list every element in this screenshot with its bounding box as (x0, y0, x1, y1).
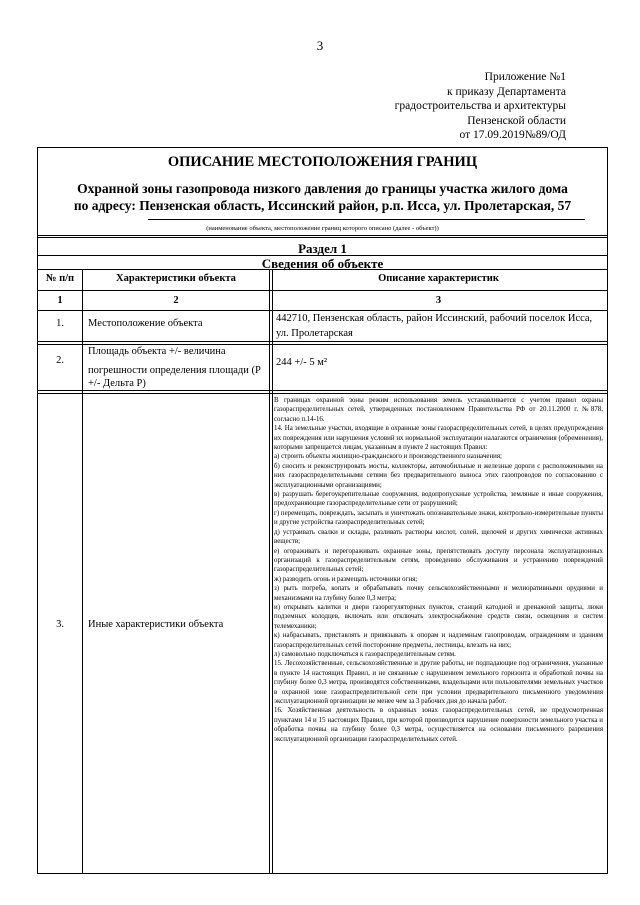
divider (38, 341, 607, 342)
appendix-line: Пензенской области (467, 114, 566, 127)
rule-paragraph: 16. Хозяйственная деятельность в охранных зонах газораспределительных сетей, не предусмотренная пунктами 14 и 15 настоящих Правил, при которой производится нарушение поверхности земельного участка и обработка почвы на глубину более 0,3 метра, осуществляется на основании письменного разрешения эксплуатационной организации газораспределительных сетей. (274, 707, 603, 743)
rule-paragraph: л) самовольно подключаться к газораспределительным сетям. (274, 650, 456, 658)
appendix-line: Приложение №1 (484, 71, 566, 83)
document-frame (37, 147, 608, 874)
rule-paragraph: ж) разводить огонь и размещать источники огня; (274, 575, 418, 583)
page-number: 3 (316, 38, 324, 53)
rule-paragraph: 14. На земельные участки, входящие в охранные зоны газораспределительных сетей, в целях предупреждения их повреждения или нарушения условий их нормальной эксплуатации налагаются ограничения (обременения), которыми запрещается лицам, указанным в пункте 2 настоящих Правил: (274, 425, 603, 452)
column-header-description: Описание характеристик (378, 273, 499, 284)
rule-paragraph: а) строить объекты жилищно-гражданского и производственного назначения; (274, 453, 502, 461)
row-characteristic: Местоположение объекта (88, 318, 203, 329)
rule-paragraph: в) разрушать берегоукрепительные сооружения, водопропускные устройства, земляные и иные сооружения, предохраняющие газораспределительные сети от разрушений; (274, 491, 603, 508)
column-divider (269, 269, 270, 873)
column-number: 1 (57, 295, 63, 306)
row-description-rules (274, 396, 603, 744)
divider (38, 390, 607, 391)
divider (38, 290, 607, 291)
rule-paragraph: д) устраивать свалки и склады, разливать растворы кислот, солей, щелочей и других химически активных веществ; (274, 528, 603, 546)
row-number: 1. (56, 318, 64, 329)
subtitle-underline (148, 219, 585, 220)
row-characteristic-line: Площадь объекта +/- величина (88, 346, 226, 357)
subtitle-line: Охранной зоны газопровода низкого давления до границы участка жилого дома (77, 181, 568, 196)
row-description: 244 +/- 5 м² (276, 357, 328, 368)
rule-paragraph: з) рыть погреба, копать и обрабатывать почву сельскохозяйственными и мелиоративными орудиями и механизмами на глубину более 0,3 метра; (274, 585, 603, 602)
row-characteristic: Иные характеристики объекта (88, 619, 224, 630)
divider (38, 235, 607, 236)
appendix-line: к приказу Департамента (447, 85, 566, 98)
column-header-characteristic: Характеристики объекта (116, 273, 236, 284)
object-note: (наименование объекта, местоположение границ которого описано (далее - объект)) (206, 225, 439, 232)
document-title: ОПИСАНИЕ МЕСТОПОЛОЖЕНИЯ ГРАНИЦ (167, 154, 478, 170)
row-number: 2. (56, 355, 64, 366)
column-number: 3 (435, 295, 442, 306)
appendix-line: градостроительства и архитектуры (394, 100, 566, 112)
rule-paragraph: е) огораживать и перегораживать охранные зоны, препятствовать доступу персонала эксплуатационных организаций к газораспределительным сетям, проведению обслуживания и устранению повреждений газораспределительных сетей; (274, 547, 603, 574)
rule-paragraph: В границах охранной зоны режим использования земель устанавливается с учетом правил охраны газораспределительных сетей, утвержденных постановлением Правительства РФ от 20.11.2000 г. №878, согласно п.14-16. (274, 397, 603, 423)
row-characteristic-line: погрешности определения площади (Р +/- Дельта Р) (88, 365, 261, 389)
document-subtitle (58, 180, 587, 214)
column-divider (272, 269, 273, 873)
appendix-block (395, 70, 566, 143)
row-number: 3. (56, 619, 64, 630)
column-header-num: № п/п (45, 273, 75, 284)
divider (38, 237, 607, 238)
divider (38, 269, 607, 270)
rule-paragraph: к) набрасывать, приставлять и привязывать к опорам и надземным газопроводам, ограждениям и зданиям газораспределительных сетей посторонние предметы, лестницы, влезать на них; (274, 632, 603, 649)
subtitle-line: по адресу: Пензенская область, Иссинский район, р.п. Исса, ул. Пролетарская, 57 (73, 198, 572, 213)
column-number: 2 (173, 295, 179, 306)
rule-paragraph: г) перемещать, повреждать, засыпать и уничтожать опознавательные знаки, контрольно-измерительные пункты и другие устройства газораспределительных сетей; (274, 509, 603, 527)
rule-paragraph: и) открывать калитки и двери газорегуляторных пунктов, станций катодной и дренажной защиты, люки подземных колодцев, включать или отключать электроснабжение средств связи, освещения и систем телемеханики; (274, 603, 603, 630)
divider (38, 393, 607, 394)
section-subtitle: Сведения об объекте (261, 256, 384, 271)
appendix-line: от 17.09.2019№89/ОД (459, 129, 566, 141)
row-characteristic (88, 345, 268, 389)
row-description: 442710, Пензенская область, район Иссинский, рабочий поселок Исса, ул. Пролетарская (276, 313, 593, 339)
section-title: Раздел 1 (298, 241, 347, 256)
rule-paragraph: 15. Лесохозяйственные, сельскохозяйственные и другие работы, не подпадающие под ограничения, указанные в пункте 14 настоящих Правил, и не связанные с нарушением земельного горизонта и обработкой почвы на глубину более 0,3 метра, производятся собственниками, владельцами или пользователями земельных участков в охранной зоне газораспределительной сети при условии предварительного письменного уведомления эксплуатационной организации не менее чем за 3 рабочих дня до начала работ. (274, 660, 603, 705)
column-divider (82, 269, 83, 873)
rule-paragraph: б) сносить и реконструировать мосты, коллекторы, автомобильные и железные дороги с расположенными на них газораспределительными сетями без предварительного выноса этих газопроводов по согласованию с эксплуатационными организациями; (274, 462, 603, 489)
